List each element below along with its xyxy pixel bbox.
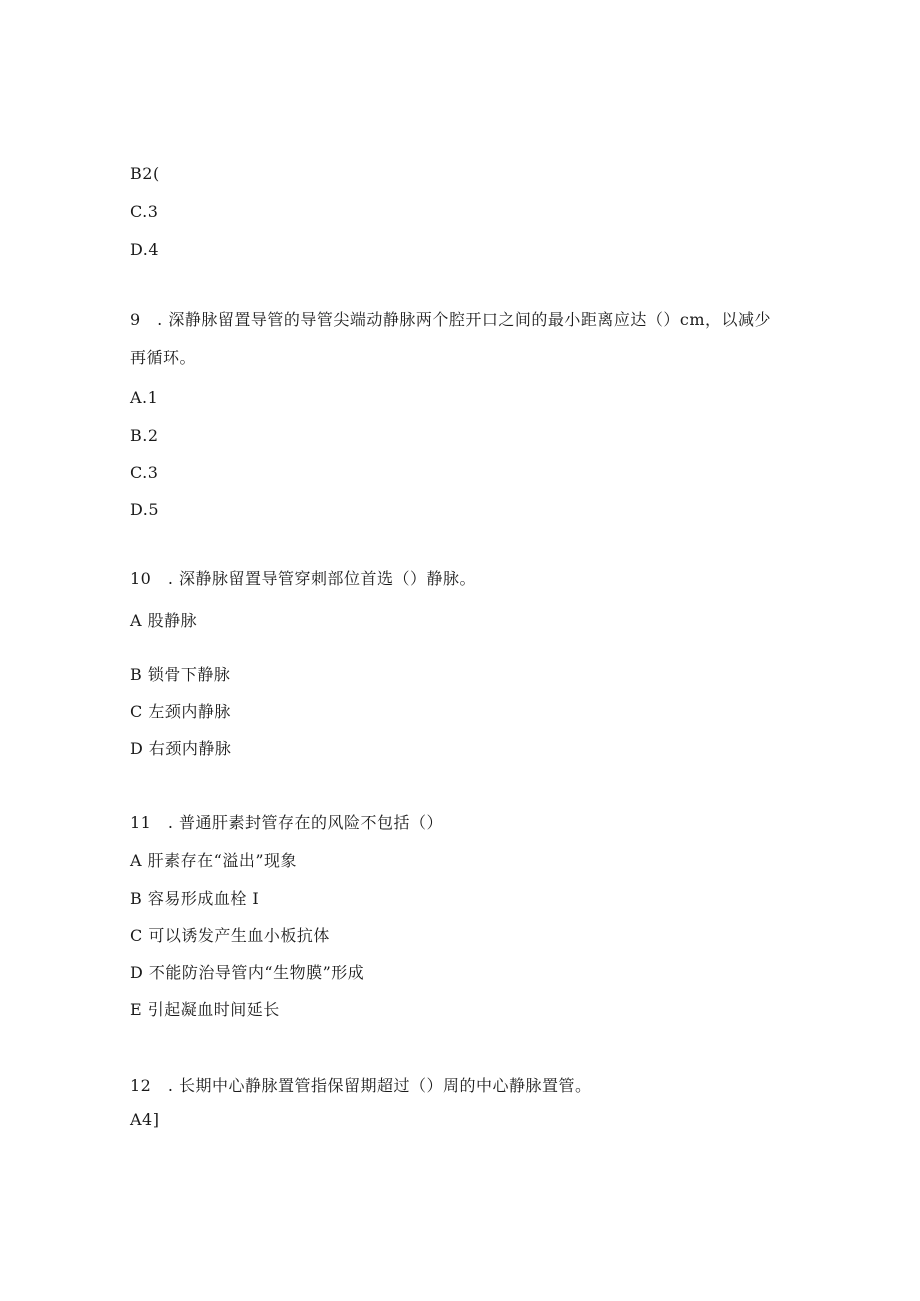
question-10-option-d: D 右颈内静脉 — [130, 739, 232, 758]
question-12-text: 12 . 长期中心静脉置管指保留期超过（）周的中心静脉置管。 — [130, 1076, 592, 1095]
question-11-option-e: E 引起凝血时间延长 — [130, 1000, 280, 1019]
question-11-option-b: B 容易形成血栓 I — [130, 889, 260, 908]
question-11-option-c: C 可以诱发产生血小板抗体 — [130, 926, 330, 945]
option-d-prev: D.4 — [130, 240, 160, 259]
question-10-option-b: B 锁骨下静脉 — [130, 665, 231, 684]
question-9-text-cont: 再循环。 — [130, 348, 197, 367]
question-9-text: 9 . 深静脉留置导管的导管尖端动静脉两个腔开口之间的最小距离应达（）cm，以减少 — [130, 310, 771, 329]
question-9-option-b: B.2 — [130, 426, 159, 445]
question-11-text: 11 . 普通肝素封管存在的风险不包括（） — [130, 813, 444, 832]
question-12-option-a: A4] — [130, 1110, 160, 1129]
question-10-option-a: A 股静脉 — [130, 611, 198, 630]
option-c-prev: C.3 — [130, 202, 159, 221]
question-10-text: 10 . 深静脉留置导管穿刺部位首选（）静脉。 — [130, 569, 477, 588]
question-10-option-c: C 左颈内静脉 — [130, 702, 231, 721]
question-9-option-c: C.3 — [130, 463, 159, 482]
question-9-option-d: D.5 — [130, 500, 160, 519]
question-11-option-d: D 不能防治导管内“生物膜”形成 — [130, 963, 365, 982]
question-9-option-a: A.1 — [130, 388, 159, 407]
option-b-prev: B2( — [130, 164, 160, 183]
question-11-option-a: A 肝素存在“溢出”现象 — [130, 851, 298, 870]
